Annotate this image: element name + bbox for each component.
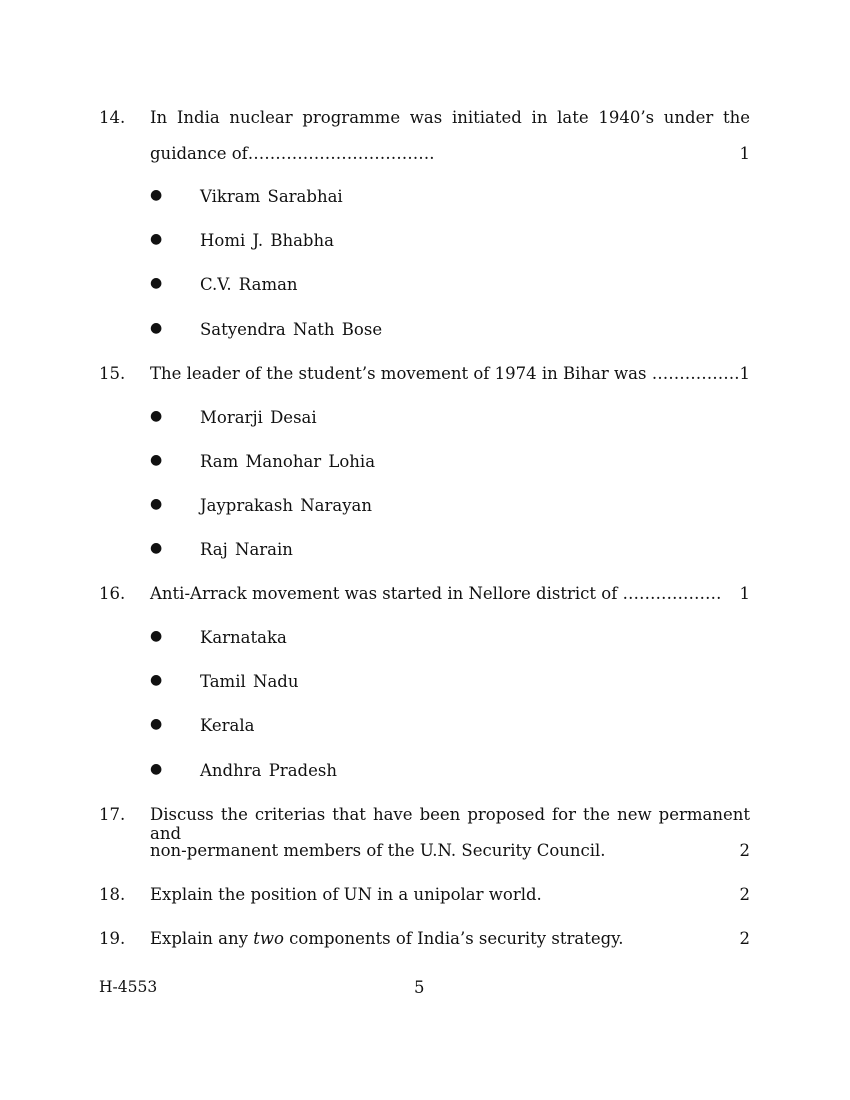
paper-code: H-4553 <box>99 978 158 996</box>
option-text: Ram Manohar Lohia <box>200 452 376 471</box>
option-text: Tamil Nadu <box>200 672 299 691</box>
question-number: 19. <box>99 929 126 948</box>
bullet-icon: ● <box>150 628 163 644</box>
bullet-icon: ● <box>150 716 163 732</box>
bullet-icon: ● <box>150 540 163 556</box>
bullet-icon: ● <box>150 320 163 336</box>
question-text-start: Explain any <box>150 929 254 948</box>
question-number: 16. <box>99 584 126 603</box>
question-14 <box>0 108 850 132</box>
question-number: 18. <box>99 885 126 904</box>
bullet-icon: ● <box>150 496 163 512</box>
question-19 <box>0 929 850 953</box>
option <box>0 716 850 740</box>
question-text: Anti-Arrack movement was started in Nellore district of ……………… <box>150 584 722 603</box>
question-14-continued <box>0 144 850 168</box>
page-footer <box>0 978 850 1002</box>
question-marks: 1 <box>739 364 750 383</box>
option-text: Morarji Desai <box>200 408 317 427</box>
question-17 <box>0 805 850 843</box>
bullet-icon: ● <box>150 408 163 424</box>
question-text: Explain the position of UN in a unipolar world. <box>150 885 542 904</box>
question-number: 14. <box>99 108 126 127</box>
question-text-end: components of India’s security strategy. <box>283 929 624 948</box>
question-16 <box>0 584 850 608</box>
option <box>0 408 850 432</box>
option-text: Raj Narain <box>200 540 293 559</box>
option <box>0 672 850 696</box>
option-text: Andhra Pradesh <box>200 761 337 780</box>
question-18 <box>0 885 850 909</box>
option <box>0 231 850 255</box>
option-text: Kerala <box>200 716 255 735</box>
option-text: Karnataka <box>200 628 287 647</box>
bullet-icon: ● <box>150 275 163 291</box>
option <box>0 275 850 299</box>
option <box>0 761 850 785</box>
bullet-icon: ● <box>150 231 163 247</box>
question-marks: 2 <box>739 885 750 904</box>
question-17-continued <box>0 841 850 865</box>
question-marks: 1 <box>739 584 750 603</box>
bullet-icon: ● <box>150 452 163 468</box>
question-text: The leader of the student’s movement of 1974 in Bihar was ……………. <box>150 364 740 383</box>
option-text: Homi J. Bhabha <box>200 231 334 250</box>
question-marks: 1 <box>739 144 750 163</box>
question-text-emphasis: two <box>253 929 284 948</box>
option-text: C.V. Raman <box>200 275 298 294</box>
question-text: Discuss the criterias that have been proposed for the new permanent and <box>150 805 750 843</box>
question-number: 17. <box>99 805 126 824</box>
question-text-continued: guidance of……………………………. <box>150 144 435 163</box>
bullet-icon: ● <box>150 761 163 777</box>
question-text <box>150 929 624 948</box>
question-15 <box>0 364 850 388</box>
page-number: 5 <box>414 978 425 997</box>
option <box>0 452 850 476</box>
bullet-icon: ● <box>150 187 163 203</box>
option <box>0 628 850 652</box>
option-text: Vikram Sarabhai <box>200 187 343 206</box>
bullet-icon: ● <box>150 672 163 688</box>
option-text: Satyendra Nath Bose <box>200 320 383 339</box>
question-number: 15. <box>99 364 126 383</box>
option <box>0 496 850 520</box>
question-text: In India nuclear programme was initiated in late 1940’s under the <box>150 108 750 127</box>
option <box>0 540 850 564</box>
option-text: Jayprakash Narayan <box>200 496 373 515</box>
question-marks: 2 <box>739 929 750 948</box>
question-marks: 2 <box>739 841 750 860</box>
option <box>0 187 850 211</box>
question-text-continued: non-permanent members of the U.N. Security Council. <box>150 841 606 860</box>
option <box>0 320 850 344</box>
